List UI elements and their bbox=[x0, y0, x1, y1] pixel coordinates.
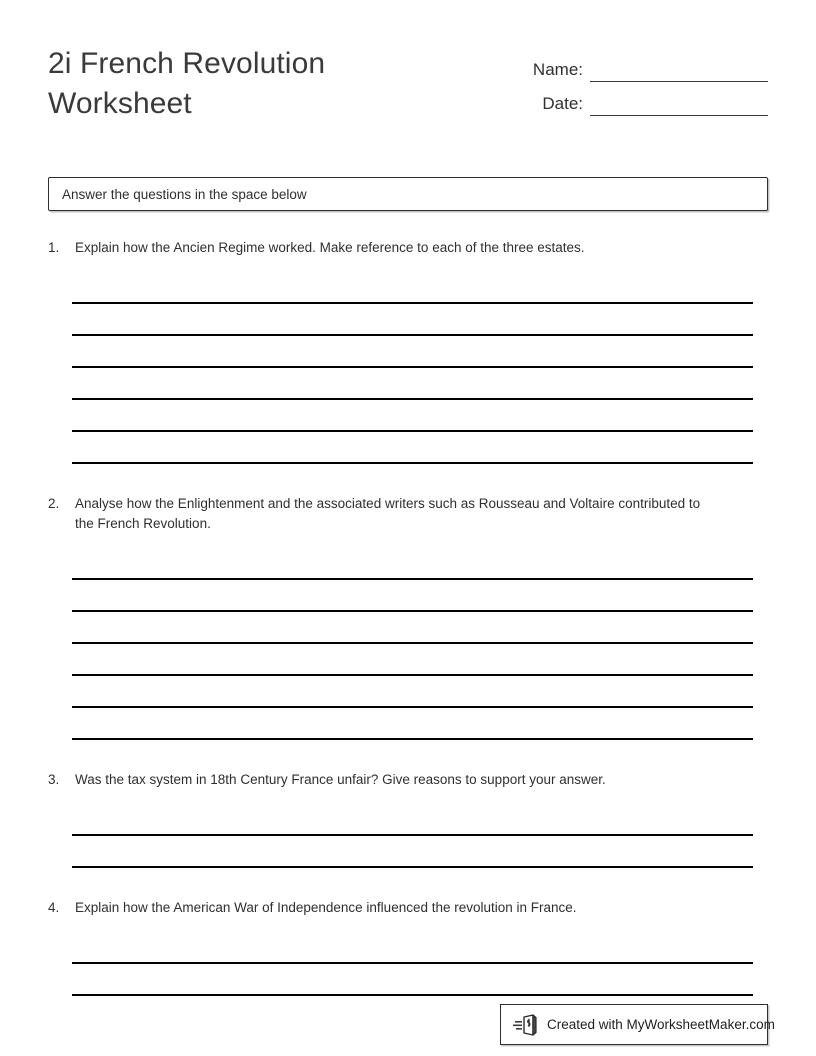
question-row bbox=[48, 770, 768, 790]
question-number: 4. bbox=[48, 900, 60, 915]
date-input-line[interactable] bbox=[590, 96, 768, 116]
answer-line[interactable] bbox=[72, 836, 753, 868]
questions-list bbox=[48, 238, 768, 1026]
created-with-badge[interactable] bbox=[500, 1004, 775, 1045]
question-spacer bbox=[48, 740, 768, 770]
question-row bbox=[48, 238, 768, 258]
name-input-line[interactable] bbox=[590, 62, 768, 82]
answer-line[interactable] bbox=[72, 964, 753, 996]
name-label: Name: bbox=[532, 60, 583, 79]
worksheet-header bbox=[48, 40, 768, 140]
instruction-text: Answer the questions in the space below bbox=[62, 186, 307, 202]
answer-line[interactable] bbox=[72, 368, 753, 400]
answer-line[interactable] bbox=[72, 400, 753, 432]
answer-line[interactable] bbox=[72, 336, 753, 368]
answer-line[interactable] bbox=[72, 580, 753, 612]
answer-lines-group bbox=[72, 804, 768, 868]
answer-line[interactable] bbox=[72, 804, 753, 836]
answer-lines-group bbox=[72, 272, 768, 464]
question-text: Explain how the American War of Independence influenced the revolution in France. bbox=[75, 900, 577, 915]
question-number: 1. bbox=[48, 240, 60, 255]
question-text: Explain how the Ancien Regime worked. Make reference to each of the three estates. bbox=[75, 240, 585, 255]
question-spacer bbox=[48, 868, 768, 898]
question-block bbox=[48, 238, 768, 494]
question-text: Analyse how the Enlightenment and the associated writers such as Rousseau and Voltaire contributed to the French Revolution. bbox=[75, 496, 701, 531]
question-block bbox=[48, 770, 768, 898]
question-number: 3. bbox=[48, 772, 60, 787]
answer-line[interactable] bbox=[72, 304, 753, 336]
page-title: 2i French Revolution Worksheet bbox=[48, 47, 326, 120]
answer-line[interactable] bbox=[72, 932, 753, 964]
question-number: 2. bbox=[48, 496, 60, 511]
date-field-row bbox=[468, 82, 768, 116]
worksheet-maker-logo-icon bbox=[513, 1014, 541, 1036]
question-row bbox=[48, 494, 768, 534]
badge-label: Created with MyWorksheetMaker.com bbox=[547, 1017, 775, 1032]
question-block bbox=[48, 494, 768, 770]
question-spacer bbox=[48, 464, 768, 494]
answer-lines-group bbox=[72, 932, 768, 996]
answer-line[interactable] bbox=[72, 548, 753, 580]
answer-line[interactable] bbox=[72, 272, 753, 304]
instruction-box bbox=[48, 177, 768, 211]
answer-line[interactable] bbox=[72, 612, 753, 644]
name-field-row bbox=[468, 48, 768, 82]
answer-line[interactable] bbox=[72, 708, 753, 740]
name-date-fields bbox=[468, 48, 768, 116]
question-row bbox=[48, 898, 768, 918]
answer-line[interactable] bbox=[72, 644, 753, 676]
date-label: Date: bbox=[542, 94, 583, 113]
answer-line[interactable] bbox=[72, 676, 753, 708]
answer-line[interactable] bbox=[72, 432, 753, 464]
answer-lines-group bbox=[72, 548, 768, 740]
question-text: Was the tax system in 18th Century France unfair? Give reasons to support your answer. bbox=[75, 772, 606, 787]
